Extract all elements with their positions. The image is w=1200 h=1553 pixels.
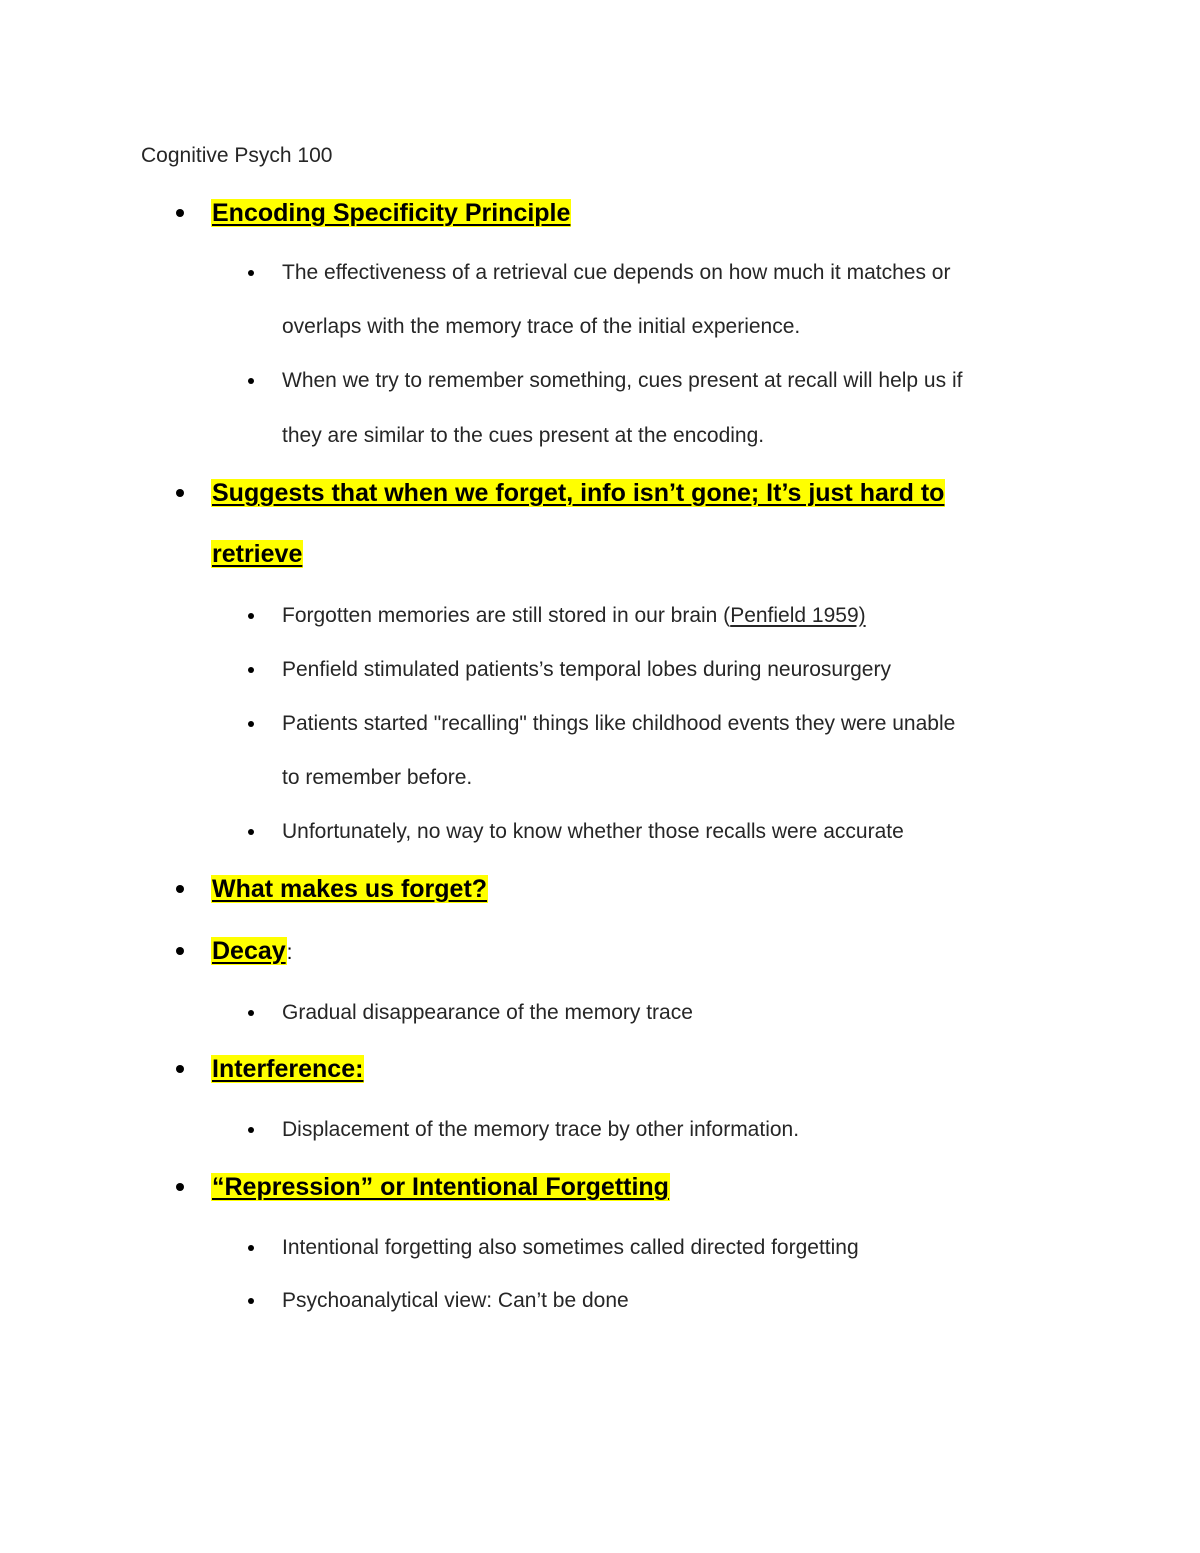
section-heading-forget-retrieve [211,477,945,509]
list-item: The effectiveness of a retrieval cue depends on how much it matches or [282,261,951,284]
section-heading-interference [211,1053,364,1085]
list-item: Patients started "recalling" things like childhood events they were unable [282,712,956,735]
list-item: Intentional forgetting also sometimes called directed forgetting [282,1236,859,1259]
section-heading-repression [211,1171,670,1203]
list-item: Unfortunately, no way to know whether those recalls were accurate [282,820,904,843]
highlight: “Repression” or Intentional Forgetting [212,1173,669,1201]
sub-bullet-icon [248,829,254,835]
sub-bullet-icon [248,1245,254,1251]
bullet-icon [176,1183,184,1191]
bullet-icon [176,489,184,497]
citation-link[interactable]: Penfield 1959) [730,604,866,627]
sub-bullet-icon [248,667,254,673]
highlight: What makes us forget? [212,875,488,903]
highlight: Interference: [212,1055,364,1083]
sub-bullet-icon [248,721,254,727]
sub-bullet-icon [248,270,254,276]
section-heading-decay [211,935,293,969]
list-item: Penfield stimulated patients’s temporal lobes during neurosurgery [282,658,891,681]
bullet-icon [176,1065,184,1073]
section-heading-encoding [211,197,571,229]
document-title: Cognitive Psych 100 [141,144,333,167]
list-item [282,601,866,631]
section-heading-forget-retrieve-continuation [211,538,303,570]
bullet-icon [176,947,184,955]
heading-suffix: : [286,941,293,964]
list-item: Gradual disappearance of the memory trace [282,1001,693,1024]
list-item-continuation: overlaps with the memory trace of the initial experience. [282,315,801,338]
section-heading-what-makes-us-forget [211,873,488,905]
list-item: When we try to remember something, cues present at recall will help us if [282,369,963,392]
bullet-icon [176,209,184,217]
list-item-continuation: they are similar to the cues present at the encoding. [282,424,765,447]
list-item: Psychoanalytical view: Can’t be done [282,1289,629,1312]
list-item: Displacement of the memory trace by other information. [282,1118,800,1141]
sub-bullet-icon [248,613,254,619]
sub-bullet-icon [248,1298,254,1304]
bullet-icon [176,885,184,893]
highlight: Encoding Specificity Principle [212,199,571,227]
sub-bullet-icon [248,378,254,384]
highlight: Decay [212,937,286,965]
list-item-continuation: to remember before. [282,766,473,789]
highlight: retrieve [212,540,303,568]
highlight: Suggests that when we forget, info isn’t gone; It’s just hard to [212,479,945,507]
sub-bullet-icon [248,1127,254,1133]
list-item-text: Forgotten memories are still stored in our brain ( [282,604,731,627]
sub-bullet-icon [248,1010,254,1016]
